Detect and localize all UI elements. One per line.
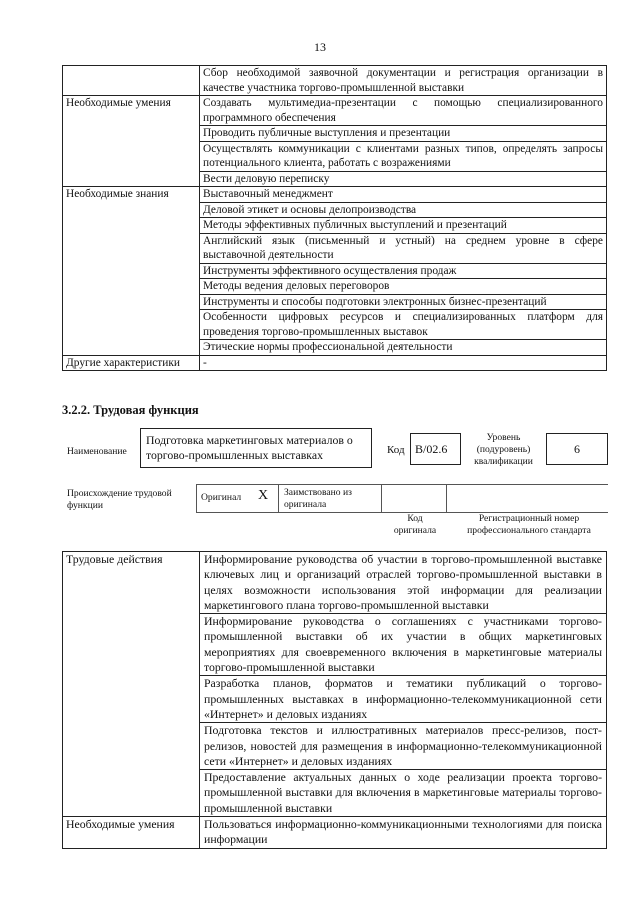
function-name: Подготовка маркетинговых материалов о торгово-промышленных выставках — [140, 428, 372, 468]
row-item: Пользоваться информационно-коммуникационными технологиями для поиска информации — [200, 817, 607, 849]
row-label: Трудовые действия — [63, 552, 200, 817]
level-label: Уровень (подуровень) квалификации — [474, 432, 533, 467]
row-item: Деловой этикет и основы делопроизводства — [200, 202, 607, 218]
table-row — [63, 187, 607, 203]
table-row — [63, 96, 607, 126]
row-item: Выставочный менеджмент — [200, 187, 607, 203]
row-item: Методы эффективных публичных выступлений и презентаций — [200, 218, 607, 234]
row-item: Проводить публичные выступления и презентации — [200, 126, 607, 142]
row-label — [63, 66, 200, 96]
row-item: Инструменты эффективного осуществления продаж — [200, 263, 607, 279]
row-item: Подготовка текстов и иллюстративных материалов пресс-релизов, пост-релизов, новостей для размещения в информационно-телекоммуникационной сети «Интернет» и деловых изданиях — [200, 723, 607, 770]
page-number: 13 — [314, 40, 326, 54]
reg-number-label: Регистрационный номер профессионального стандарта — [467, 513, 591, 536]
borrowed-label: Заимствовано из оригинала — [284, 487, 352, 510]
row-item: Вести деловую переписку — [200, 171, 607, 187]
name-label: Наименование — [67, 446, 127, 457]
row-item: Информирование руководства об участии в торгово-промышленной выставке ключевых лиц и организаций отраслей торгово-промышленной выставки в целях возможности использования этой информации для реализации маркетингового плана торгово-промышленной выставки — [200, 552, 607, 614]
row-item: Осуществлять коммуникации с клиентами разных типов, определять запросы потенциального клиента, работать с возражениями — [200, 141, 607, 171]
row-item: Сбор необходимой заявочной документации и регистрация организации в качестве участника торгово-промышленной выставки — [200, 66, 607, 96]
row-item: - — [200, 355, 607, 371]
row-item: Создавать мультимедиа-презентации с помощью специализированного программного обеспечения — [200, 96, 607, 126]
row-item: Методы ведения деловых переговоров — [200, 279, 607, 295]
row-item: Предоставление актуальных данных о ходе реализации проекта торгово-промышленной выставки для включения в маркетинговые материалы торгово-промышленной выставки — [200, 770, 607, 817]
row-label: Необходимые умения — [63, 817, 200, 849]
table-row — [63, 552, 607, 614]
code-original-label: Код оригинала — [393, 513, 437, 536]
table-row — [63, 66, 607, 96]
row-label: Необходимые умения — [63, 96, 200, 187]
origin-label: Происхождение трудовой функции — [67, 488, 172, 511]
row-item: Инструменты и способы подготовки электронных бизнес-презентаций — [200, 294, 607, 310]
row-item: Информирование руководства о соглашениях с участниками торгово-промышленной выставки об их участии в общих маркетинговых мероприятиях для своевременного включения в маркетинговые материалы торгово-промышленной выставки — [200, 614, 607, 676]
function-code: В/02.6 — [410, 433, 461, 465]
row-item: Разработка планов, форматов и тематики публикаций о торгово-промышленных выставках в информационно-телекоммуникационной сети «Интернет» и деловых изданиях — [200, 676, 607, 723]
level-value: 6 — [546, 433, 608, 465]
row-label: Необходимые знания — [63, 187, 200, 356]
requirements-table — [62, 65, 607, 371]
labor-actions-table — [62, 551, 607, 849]
row-label: Другие характеристики — [63, 355, 200, 371]
original-mark: X — [258, 488, 269, 503]
row-item: Английский язык (письменный и устный) на среднем уровне в сфере выставочной деятельности — [200, 233, 607, 263]
section-title: 3.2.2. Трудовая функция — [62, 403, 199, 417]
row-item: Особенности цифровых ресурсов и специализированных платформ для проведения торгово-промышленных выставок — [200, 310, 607, 340]
table-row — [63, 817, 607, 849]
row-item: Этические нормы профессиональной деятельности — [200, 340, 607, 356]
table-row — [63, 355, 607, 371]
original-label: Оригинал — [201, 492, 242, 503]
code-label: Код — [387, 444, 405, 456]
